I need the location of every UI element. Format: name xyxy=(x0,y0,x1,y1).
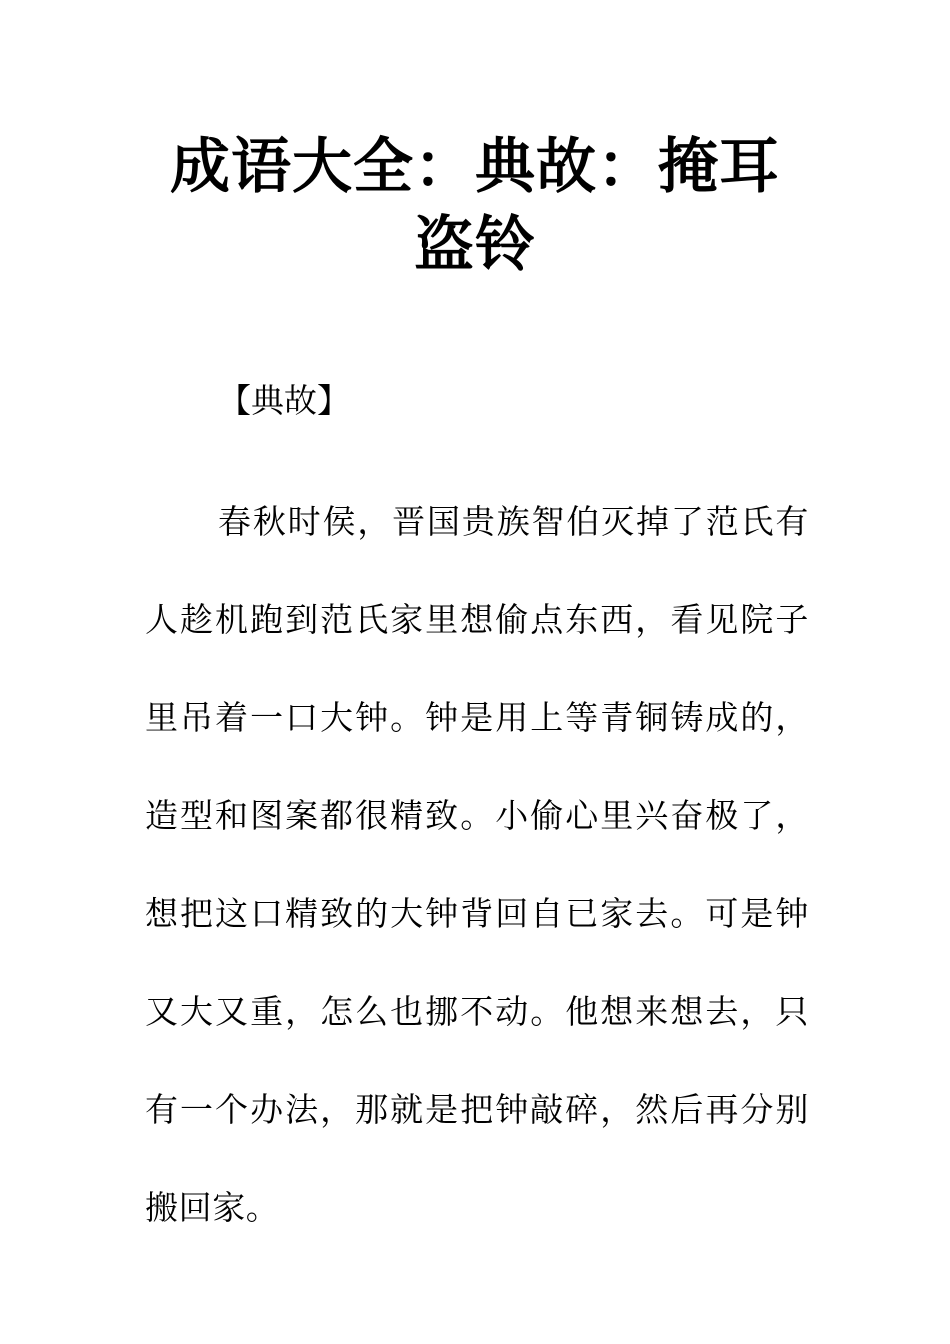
document-title: 成语大全：典故：掩耳盗铃 xyxy=(170,132,780,280)
section-label: 【典故】 xyxy=(218,381,350,420)
body-paragraph: 春秋时侯，晋国贵族智伯灭掉了范氏有人趁机跑到范氏家里想偷点东西，看见院子里吊着一口大钟。钟是用上等青铜铸成的，造型和图案都很精致。小偷心里兴奋极了，想把这口精致的大钟背回自已家去。可是钟又大又重，怎么也挪不动。他想来想去，只有一个办法，那就是把钟敲碎，然后再分别搬回家。 xyxy=(145,502,809,1227)
